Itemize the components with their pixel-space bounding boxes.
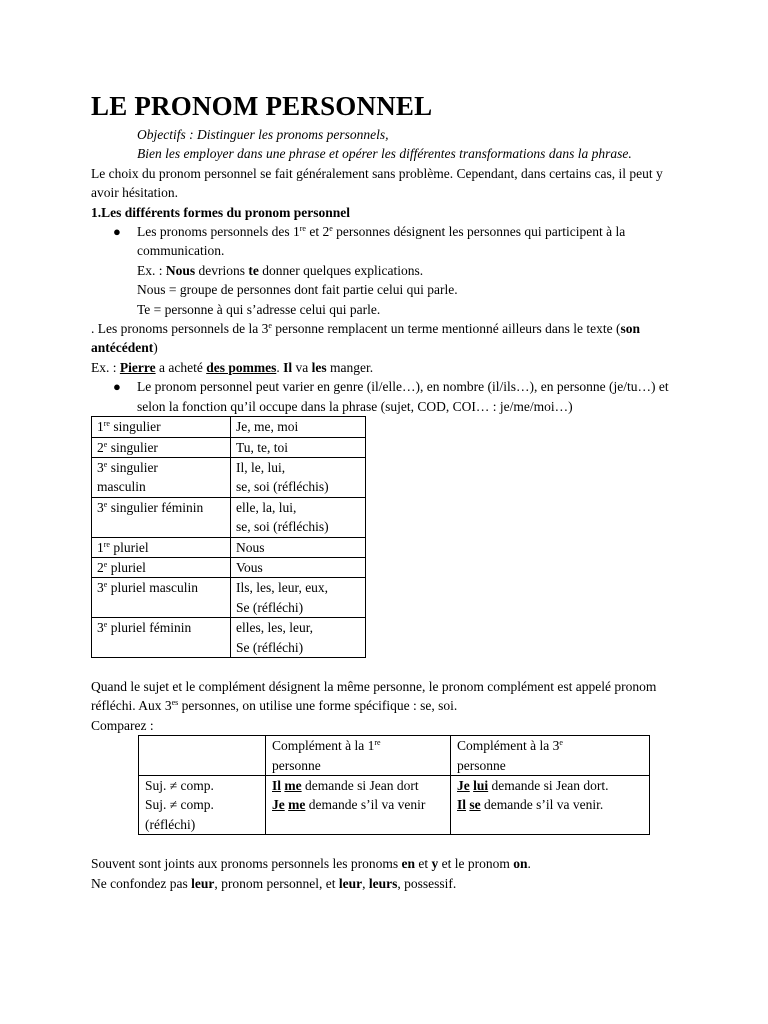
intro-paragraph: Le choix du pronom personnel se fait généralement sans problème. Cependant, dans certains cas, il peut y avoir hésitation.: [91, 165, 663, 201]
table-row: [92, 557, 366, 577]
final-paragraph-1: Souvent sont joints aux pronoms personnels les pronoms en et y et le pronom on.: [91, 856, 531, 872]
page-title: LE PRONOM PERSONNEL: [91, 91, 433, 121]
person-cell: 3e singulier masculin: [92, 457, 231, 497]
bullet-icon: ●: [113, 379, 121, 395]
third-person-paragraph: . Les pronoms personnels de la 3e personne remplacent un terme mentionné ailleurs dans le texte (son antécédent): [91, 321, 641, 356]
section-heading: 1.Les différents formes du pronom personnel: [91, 204, 350, 220]
forms-cell: Nous: [231, 537, 366, 557]
forms-cell: Vous: [231, 557, 366, 577]
final-paragraph-2: Ne confondez pas leur, pronom personnel, et leur, leurs, possessif.: [91, 875, 457, 891]
table-cell-empty: [139, 736, 266, 776]
bullet-icon: ●: [113, 224, 121, 240]
example-1: Ex. : Nous devrions te donner quelques explications.: [137, 262, 424, 278]
bullet-item-2: ● Le pronom personnel peut varier en genre (il/elle…), en nombre (il/ils…), en personne (je/tu…) et selon la fonction qu’il occupe dans la phrase (sujet, COD, COI… : je/me/moi…): [113, 379, 669, 414]
table-header-third-person: Complément à la 3e personne: [451, 736, 650, 776]
person-cell: 1re pluriel: [92, 537, 231, 557]
person-cell: 2e pluriel: [92, 557, 231, 577]
definition-nous: Nous = groupe de personnes dont fait partie celui qui parle.: [137, 282, 458, 298]
table-row: [139, 776, 650, 835]
definition-te: Te = personne à qui s’adresse celui qui parle.: [137, 301, 381, 317]
table-row: [92, 618, 366, 658]
table-row: [92, 578, 366, 618]
objectives-line-1: Objectifs : Distinguer les pronoms personnels,: [137, 127, 389, 142]
table-row: [92, 537, 366, 557]
table-row: [139, 736, 650, 776]
person-cell: 2e singulier: [92, 437, 231, 457]
pronoun-forms-table: [91, 416, 366, 658]
forms-cell: Il, le, lui, se, soi (réfléchis): [231, 457, 366, 497]
table-cell-row-label: Suj. ≠ comp. Suj. ≠ comp. (réfléchi): [139, 776, 266, 835]
person-cell: 3e pluriel masculin: [92, 578, 231, 618]
forms-cell: Je, me, moi: [231, 417, 366, 437]
forms-cell: elles, les, leur, Se (réfléchi): [231, 618, 366, 658]
table-row: [92, 497, 366, 537]
reflexive-paragraph: Quand le sujet et le complément désignent la même personne, le pronom complément est appelé pronom réfléchi. Aux $3^{es}$ personnes, on utilise une forme spécifique : se, soi.: [91, 678, 657, 714]
table-row: [92, 457, 366, 497]
objectives: [137, 125, 677, 164]
objectives-line-2: Bien les employer dans une phrase et opérer les différentes transformations dans la phrase.: [137, 146, 632, 162]
bullet-item-1: ● Les pronoms personnels des 1re et 2e personnes désignent les personnes qui participent à la communication.: [113, 224, 626, 259]
table-row: [92, 437, 366, 457]
example-2: Ex. : Pierre a acheté des pommes. Il va les manger.: [91, 359, 374, 375]
compare-label: Comparez :: [91, 717, 154, 733]
forms-cell: Tu, te, toi: [231, 437, 366, 457]
forms-cell: Ils, les, leur, eux, Se (réfléchi): [231, 578, 366, 618]
person-cell: 1re singulier: [92, 417, 231, 437]
table-cell-first-person-examples: Il me demande si Jean dort Je me demande s’il va venir: [266, 776, 451, 835]
document-page: [91, 88, 691, 893]
forms-cell: elle, la, lui, se, soi (réfléchis): [231, 497, 366, 537]
person-cell: 3e pluriel féminin: [92, 618, 231, 658]
table-header-first-person: Complément à la 1re personne: [266, 736, 451, 776]
person-cell: 3e singulier féminin: [92, 497, 231, 537]
comparison-table: [138, 735, 650, 835]
table-row: [92, 417, 366, 437]
table-cell-third-person-examples: Je lui demande si Jean dort. Il se demande s’il va venir.: [451, 776, 650, 835]
